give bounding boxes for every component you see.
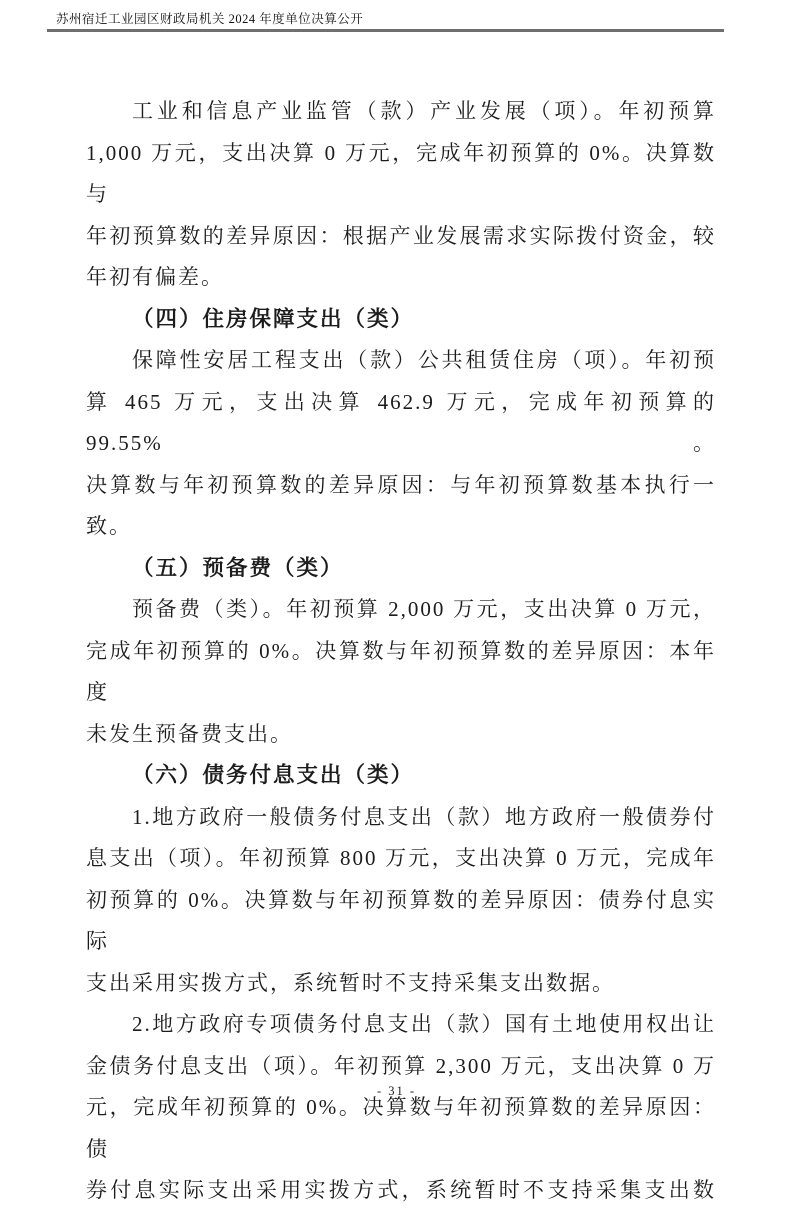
text-line: 算 465 万元，支出决算 462.9 万元，完成年初预算的 99.55%。 (86, 389, 716, 455)
document-header-title: 苏州宿迁工业园区财政局机关 2024 年度单位决算公开 (56, 12, 364, 26)
text-line: 决算数与年初预算数的差异原因：与年初预算数基本执行一 (86, 472, 716, 497)
section-heading-text: （五）预备费（类） (132, 555, 344, 581)
text-line: 预备费（类）。年初预算 2,000 万元，支出决算 0 万元， (132, 597, 716, 621)
paragraph (86, 1004, 716, 1212)
text-line: 券付息实际支出采用实拨方式，系统暂时不支持采集支出数 (86, 1178, 716, 1202)
text-line: 致。 (86, 514, 132, 538)
section-heading (86, 548, 716, 590)
text-line: 未发生预备费支出。 (86, 721, 293, 746)
text-line: 金债务付息支出（项）。年初预算 2,300 万元，支出决算 0 万 (86, 1053, 716, 1078)
text-line: 息支出（项）。年初预算 800 万元，支出决算 0 万元，完成年 (86, 846, 716, 870)
page-number: - 31 - (376, 1084, 417, 1098)
text-line: 支出采用实拨方式，系统暂时不支持采集支出数据。 (86, 970, 615, 995)
section-heading (86, 299, 716, 341)
paragraph (86, 340, 716, 548)
text-line: 保障性安居工程支出（款）公共租赁住房（项）。年初预 (132, 348, 716, 372)
section-heading-text: （六）债务付息支出（类） (132, 763, 415, 788)
text-line: 年初预算数的差异原因：根据产业发展需求实际拨付资金，较 (86, 223, 716, 248)
paragraph (86, 91, 716, 299)
section-heading (86, 755, 716, 797)
text-line: 工业和信息产业监管（款）产业发展（项）。年初预算 (132, 99, 716, 123)
text-line: 初预算的 0%。决算数与年初预算数的差异原因：债券付息实际 (86, 887, 716, 953)
section-heading-text: （四）住房保障支出（类） (132, 306, 415, 332)
paragraph (86, 797, 716, 1005)
text-line: 1,000 万元，支出决算 0 万元，完成年初预算的 0%。决算数与 (86, 140, 716, 206)
text-line: 2.地方政府专项债务付息支出（款）国有土地使用权出让 (132, 1012, 716, 1036)
text-line: 元，完成年初预算的 0%。决算数与年初预算数的差异原因：债 (86, 1095, 716, 1161)
text-line: 年初有偏差。 (86, 265, 224, 289)
text-line: 1.地方政府一般债务付息支出（款）地方政府一般债券付 (132, 804, 716, 829)
header-rule (47, 29, 724, 32)
paragraph (86, 589, 716, 755)
document-body (86, 91, 716, 1212)
text-line: 完成年初预算的 0%。决算数与年初预算数的差异原因：本年度 (86, 638, 716, 704)
